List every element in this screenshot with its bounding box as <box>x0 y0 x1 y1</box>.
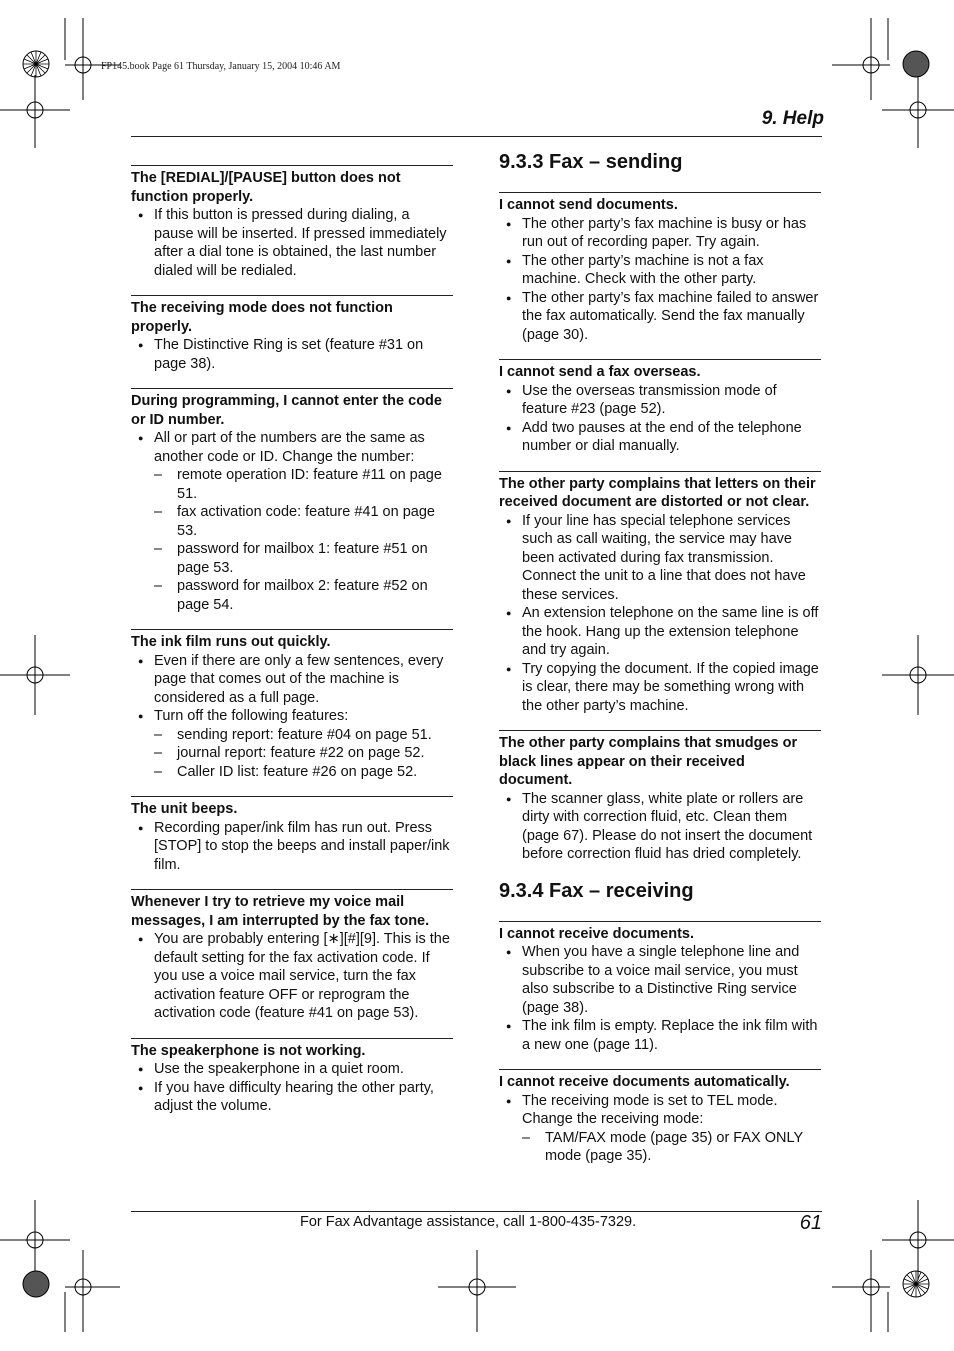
bullet-text: All or part of the numbers are the same as another code or ID. Change the number: <box>154 430 425 465</box>
right-column <box>499 150 821 1181</box>
bullet-text: The receiving mode is set to TEL mode. Change the receiving mode: <box>522 1092 778 1127</box>
section-title: The ink film runs out quickly. <box>131 634 331 650</box>
dash-item: – TAM/FAX mode (page 35) or FAX ONLY mode (page 35). <box>522 1129 821 1166</box>
page-number: 61 <box>799 1212 822 1234</box>
sending-sections <box>499 192 821 864</box>
dash-list <box>522 1129 821 1166</box>
section-title: The other party complains that smudges or black lines appear on their received document. <box>499 735 798 788</box>
troubleshooting-section <box>131 165 453 280</box>
bullet-item <box>131 1060 453 1079</box>
bullet-list <box>499 382 821 456</box>
bullet-list <box>499 215 821 345</box>
bullet-item <box>499 419 821 456</box>
bullet-item <box>499 943 821 1017</box>
bullet-text: If your line has special telephone services such as call waiting, the service may have been activated during fax transmission. Connect the unit to a line that does not have these services. <box>522 512 806 603</box>
troubleshooting-section <box>499 192 821 344</box>
bullet-item <box>499 660 821 716</box>
heading-fax-receiving: 9.3.4 Fax – receiving <box>499 879 694 902</box>
troubleshooting-section <box>131 1038 453 1116</box>
bullet-item <box>131 1079 453 1116</box>
bullet-text: Recording paper/ink film has run out. Press [STOP] to stop the beeps and install paper/ink film. <box>154 819 450 873</box>
bullet-text: Add two pauses at the end of the telephone number or dial manually. <box>522 419 802 454</box>
bullet-item <box>499 215 821 252</box>
bullet-list <box>131 930 453 1023</box>
heading-fax-sending: 9.3.3 Fax – sending <box>499 151 683 173</box>
troubleshooting-section <box>499 471 821 716</box>
bullet-text: If you have difficulty hearing the other party, adjust the volume. <box>154 1079 434 1114</box>
troubleshooting-section <box>499 921 821 1055</box>
bullet-list <box>499 512 821 716</box>
bullet-item <box>499 1017 821 1054</box>
dash-item: – journal report: feature #22 on page 52. <box>154 744 453 763</box>
bullet-text: The other party’s fax machine failed to answer the fax automatically. Send the fax manually (page 30). <box>522 289 819 343</box>
dash-item: – password for mailbox 2: feature #52 on page 54. <box>154 577 453 614</box>
bullet-item <box>131 336 453 373</box>
dash-item: – Caller ID list: feature #26 on page 52. <box>154 763 453 782</box>
bullet-text: The ink film is empty. Replace the ink film with a new one (page 11). <box>522 1018 818 1053</box>
troubleshooting-section <box>499 359 821 456</box>
bullet-text: Use the speakerphone in a quiet room. <box>154 1061 404 1077</box>
section-title: The speakerphone is not working. <box>131 1042 366 1059</box>
section-title: I cannot receive documents automatically. <box>499 1074 790 1090</box>
bullet-item <box>131 206 453 280</box>
bullet-list <box>131 336 453 373</box>
bullet-list <box>131 206 453 280</box>
bullet-item <box>131 930 453 1023</box>
bullet-list <box>131 819 453 875</box>
section-title: The unit beeps. <box>131 801 238 817</box>
bullet-list <box>499 943 821 1054</box>
bullet-text: The other party’s fax machine is busy or has run out of recording paper. Try again. <box>522 215 807 250</box>
footer-assistance-text: For Fax Advantage assistance, call 1-800-435-7329. <box>300 1214 637 1230</box>
bullet-item <box>499 289 821 345</box>
dash-list <box>154 466 453 614</box>
section-title: During programming, I cannot enter the code or ID number. <box>131 393 442 428</box>
section-title: The other party complains that letters on their received document are distorted or not clear. <box>499 475 816 510</box>
troubleshooting-section <box>131 388 453 614</box>
header-rule <box>131 136 822 137</box>
bullet-item <box>131 652 453 708</box>
section-title: The receiving mode does not function properly. <box>131 300 393 335</box>
bullet-list <box>131 652 453 782</box>
bullet-item <box>499 512 821 605</box>
receiving-sections <box>499 921 821 1166</box>
bullet-item <box>499 604 821 660</box>
bullet-item <box>131 819 453 875</box>
bullet-item <box>131 429 453 614</box>
dash-list <box>154 726 453 782</box>
bullet-item <box>499 1092 821 1166</box>
dash-item: – remote operation ID: feature #11 on page 51. <box>154 466 453 503</box>
bullet-item <box>499 790 821 864</box>
bullet-text: The scanner glass, white plate or rollers are dirty with correction fluid, etc. Clean them (page 67). Please do not insert the document before correction fluid has dried completely. <box>522 790 813 862</box>
print-header: FP145.book Page 61 Thursday, January 15, 2004 10:46 AM <box>101 61 341 72</box>
dash-item: – sending report: feature #04 on page 51. <box>154 726 453 745</box>
bullet-text: Even if there are only a few sentences, every page that comes out of the machine is considered as a full page. <box>154 652 444 706</box>
bullet-item <box>131 707 453 781</box>
troubleshooting-section <box>131 295 453 373</box>
left-column <box>131 150 453 1131</box>
bullet-list <box>499 790 821 864</box>
bullet-text: Try copying the document. If the copied image is clear, there may be something wrong with the other party’s machine. <box>522 660 819 714</box>
section-title: The [REDIAL]/[PAUSE] button does not function properly. <box>131 170 401 205</box>
dash-item: – fax activation code: feature #41 on page 53. <box>154 503 453 540</box>
section-title: I cannot receive documents. <box>499 925 695 942</box>
chapter-title: 9. Help <box>761 108 824 129</box>
bullet-item <box>499 382 821 419</box>
bullet-text: Turn off the following features: <box>154 708 349 724</box>
troubleshooting-section <box>131 796 453 874</box>
bullet-list <box>131 1060 453 1116</box>
section-title: Whenever I try to retrieve my voice mail messages, I am interrupted by the fax tone. <box>131 894 430 929</box>
bullet-text: An extension telephone on the same line is off the hook. Hang up the extension telephone and try again. <box>522 605 819 658</box>
bullet-list <box>131 429 453 614</box>
troubleshooting-section <box>131 889 453 1023</box>
troubleshooting-section <box>499 730 821 864</box>
bullet-text: The Distinctive Ring is set (feature #31 on page 38). <box>154 337 424 372</box>
bullet-text: You are probably entering [∗][#][9]. This is the default setting for the fax activation code. If you use a voice mail service, turn the fax activation feature OFF or reprogram the activation code (feature #41 on page 53). <box>154 931 450 1021</box>
bullet-text: Use the overseas transmission mode of feature #23 (page 52). <box>522 382 777 417</box>
dash-item: – password for mailbox 1: feature #51 on page 53. <box>154 540 453 577</box>
bullet-text: The other party’s machine is not a fax machine. Check with the other party. <box>522 252 764 287</box>
bullet-list <box>499 1092 821 1166</box>
bullet-item <box>499 252 821 289</box>
section-title: I cannot send documents. <box>499 197 678 213</box>
bullet-text: When you have a single telephone line and subscribe to a voice mail service, you must also subscribe to a Distinctive Ring service (page 38). <box>522 944 800 1016</box>
section-title: I cannot send a fax overseas. <box>499 364 701 380</box>
troubleshooting-section <box>131 629 453 781</box>
troubleshooting-section <box>499 1069 821 1166</box>
bullet-text: If this button is pressed during dialing, a pause will be inserted. If pressed immediately after a dial tone is obtained, the last number dialed will be redialed. <box>154 207 447 279</box>
footer-rule <box>131 1211 822 1212</box>
